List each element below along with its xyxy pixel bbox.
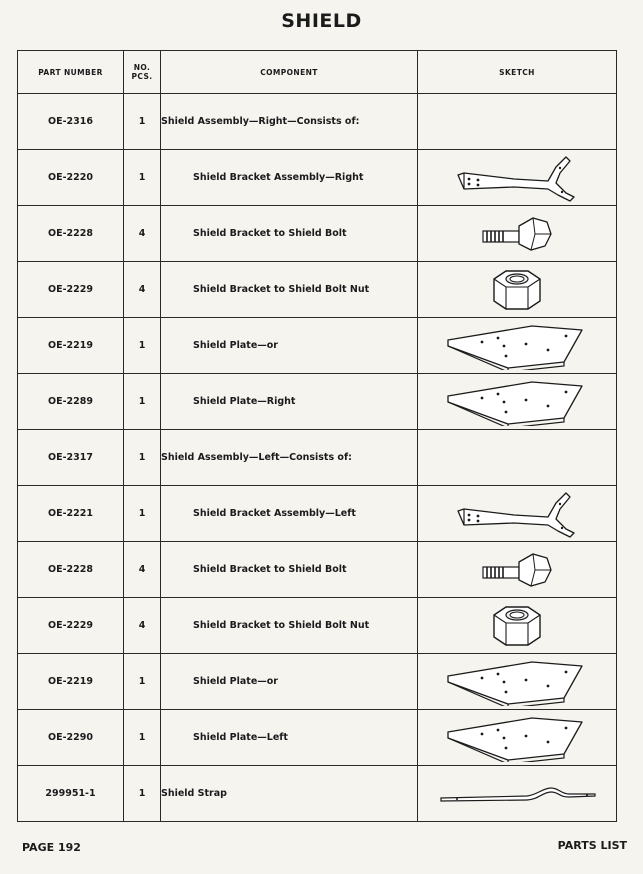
component-cell: Shield Bracket to Shield Bolt Nut — [161, 262, 418, 318]
table-row — [18, 150, 617, 206]
part-number-cell: OE-2229 — [18, 262, 124, 318]
part-number-cell: OE-2317 — [18, 430, 124, 486]
table-header-row — [18, 51, 617, 94]
sketch-cell — [418, 262, 617, 318]
table-row — [18, 374, 617, 430]
component-cell: Shield Bracket to Shield Bolt Nut — [161, 598, 418, 654]
nut-sketch — [418, 265, 616, 315]
part-number-cell: OE-2228 — [18, 542, 124, 598]
page-title: SHIELD — [281, 10, 362, 32]
part-number-cell: OE-2316 — [18, 94, 124, 150]
bracket-sketch — [418, 153, 616, 203]
component-cell: Shield Assembly—Right—Consists of: — [161, 94, 418, 150]
quantity-cell: 1 — [124, 318, 161, 374]
header-part-number: PART NUMBER — [18, 51, 124, 94]
quantity-cell: 1 — [124, 430, 161, 486]
header-no-pcs: NO. PCS. — [124, 51, 161, 94]
part-number-cell: OE-2219 — [18, 654, 124, 710]
component-cell: Shield Plate—Left — [161, 710, 418, 766]
table-row — [18, 598, 617, 654]
sketch-cell — [418, 430, 617, 486]
part-number-cell: OE-2289 — [18, 374, 124, 430]
sketch-cell — [418, 318, 617, 374]
part-number-cell: 299951-1 — [18, 766, 124, 822]
plate-sketch — [418, 714, 616, 762]
sketch-cell — [418, 150, 617, 206]
table-row — [18, 542, 617, 598]
header-component: COMPONENT — [161, 51, 418, 94]
plate-sketch — [418, 322, 616, 370]
parts-table — [17, 50, 617, 822]
quantity-cell: 4 — [124, 598, 161, 654]
sketch-cell — [418, 710, 617, 766]
quantity-cell: 1 — [124, 766, 161, 822]
table-row — [18, 94, 617, 150]
part-number-cell: OE-2220 — [18, 150, 124, 206]
component-cell: Shield Strap — [161, 766, 418, 822]
sketch-cell — [418, 486, 617, 542]
nut-sketch — [418, 601, 616, 651]
table-row — [18, 766, 617, 822]
table-row — [18, 318, 617, 374]
component-cell: Shield Bracket Assembly—Left — [161, 486, 418, 542]
table-row — [18, 262, 617, 318]
component-cell: Shield Plate—or — [161, 318, 418, 374]
bolt-sketch — [418, 550, 616, 590]
quantity-cell: 4 — [124, 262, 161, 318]
sketch-cell — [418, 374, 617, 430]
table-row — [18, 654, 617, 710]
plate-sketch — [418, 658, 616, 706]
component-cell: Shield Bracket to Shield Bolt — [161, 206, 418, 262]
part-number-cell: OE-2219 — [18, 318, 124, 374]
component-cell: Shield Assembly—Left—Consists of: — [161, 430, 418, 486]
part-number-cell: OE-2228 — [18, 206, 124, 262]
part-number-cell: OE-2290 — [18, 710, 124, 766]
part-number-cell: OE-2221 — [18, 486, 124, 542]
bracket-sketch — [418, 489, 616, 539]
table-row — [18, 486, 617, 542]
section-label: PARTS LIST — [557, 839, 627, 852]
quantity-cell: 1 — [124, 486, 161, 542]
bolt-sketch — [418, 214, 616, 254]
strap-sketch — [418, 782, 616, 806]
component-cell: Shield Plate—or — [161, 654, 418, 710]
quantity-cell: 1 — [124, 710, 161, 766]
page-number: PAGE 192 — [22, 841, 81, 854]
sketch-cell — [418, 94, 617, 150]
plate-sketch — [418, 378, 616, 426]
quantity-cell: 1 — [124, 150, 161, 206]
quantity-cell: 4 — [124, 542, 161, 598]
quantity-cell: 1 — [124, 94, 161, 150]
table-row — [18, 710, 617, 766]
header-sketch: SKETCH — [418, 51, 617, 94]
component-cell: Shield Bracket to Shield Bolt — [161, 542, 418, 598]
component-cell: Shield Plate—Right — [161, 374, 418, 430]
sketch-cell — [418, 654, 617, 710]
sketch-cell — [418, 542, 617, 598]
quantity-cell: 1 — [124, 374, 161, 430]
quantity-cell: 4 — [124, 206, 161, 262]
sketch-cell — [418, 206, 617, 262]
table-row — [18, 430, 617, 486]
sketch-cell — [418, 766, 617, 822]
quantity-cell: 1 — [124, 654, 161, 710]
sketch-cell — [418, 598, 617, 654]
component-cell: Shield Bracket Assembly—Right — [161, 150, 418, 206]
part-number-cell: OE-2229 — [18, 598, 124, 654]
table-row — [18, 206, 617, 262]
